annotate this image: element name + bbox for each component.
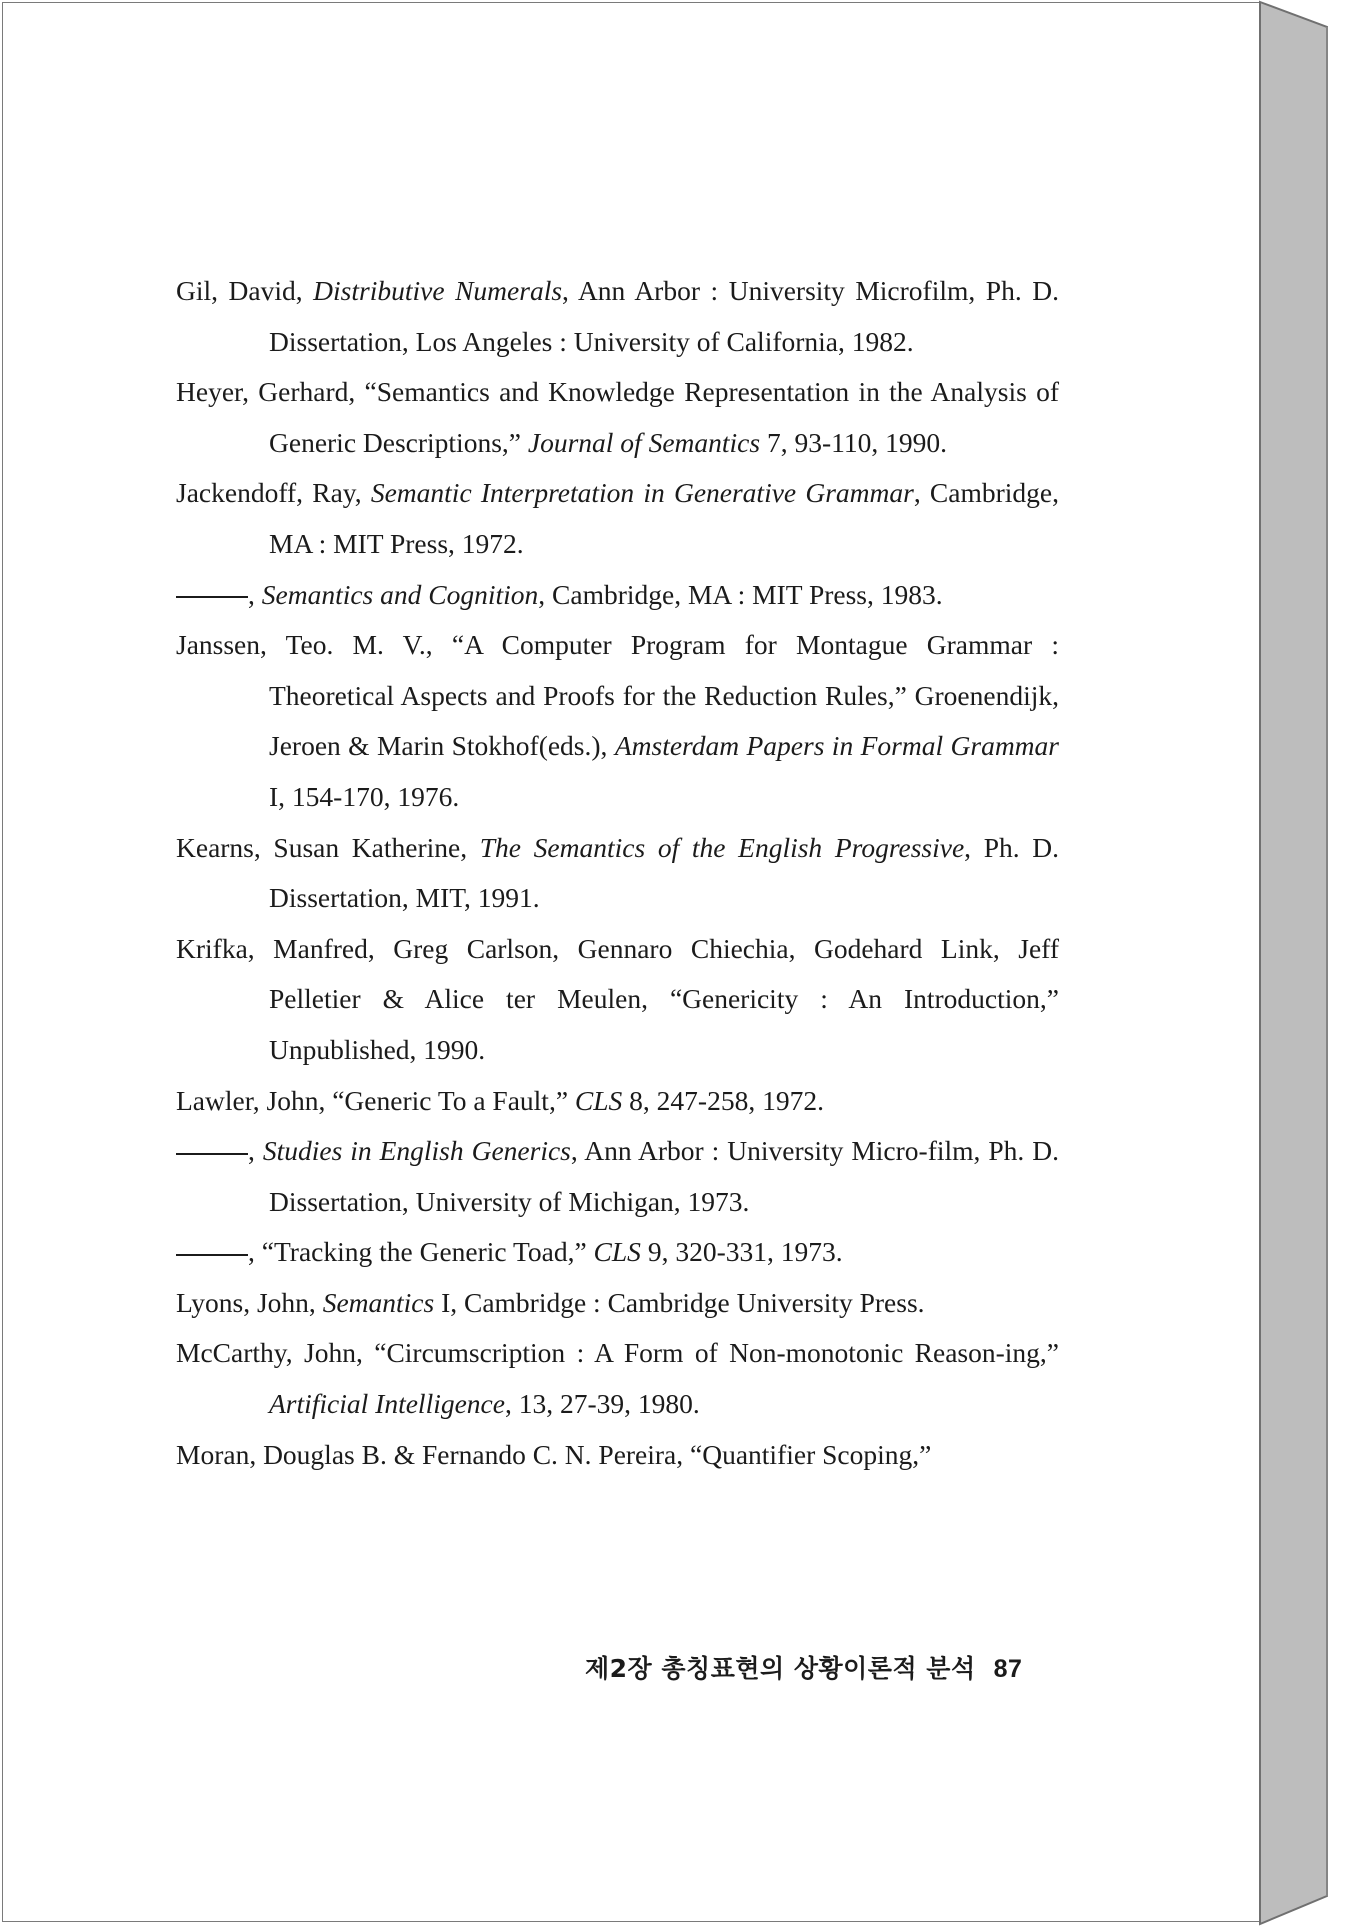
entry-author: Lyons, John, xyxy=(176,1286,323,1318)
entry-details: 9, 320-331, 1973. xyxy=(640,1236,843,1268)
entry-article-title: “Circumscription : A Form of Non-monotonic Reason-ing,” xyxy=(374,1337,1060,1369)
entry-details: “Genericity : An Introduction,” Unpublished, 1990. xyxy=(269,983,1059,1065)
entry-details: 7, 93-110, 1990. xyxy=(760,426,947,458)
entry-title: Journal of Semantics xyxy=(527,426,761,458)
reference-entry-krifka xyxy=(176,924,1059,1076)
references-list xyxy=(176,266,1059,1480)
entry-author: Gil, David, xyxy=(176,275,314,306)
entry-title: Semantics xyxy=(322,1286,435,1318)
entry-article-title: “Tracking the Generic Toad,” xyxy=(261,1236,594,1268)
reference-entry-lyons xyxy=(176,1278,1059,1329)
page-number: 87 xyxy=(993,1655,1023,1683)
reference-entry-gil xyxy=(176,266,1059,367)
entry-details: , Cambridge, MA : MIT Press, 1983. xyxy=(538,578,943,610)
entry-details: I, 154-170, 1976. xyxy=(269,780,460,812)
book-page xyxy=(2,2,1260,1922)
entry-author: Moran, Douglas B. & Fernando C. N. Pereira, xyxy=(176,1438,691,1470)
repeat-author-dash xyxy=(176,596,248,598)
reference-entry-lawler-3 xyxy=(176,1227,1059,1278)
entry-author: , xyxy=(248,1135,263,1167)
entry-author: Lawler, John, xyxy=(176,1084,333,1116)
reference-entry-lawler xyxy=(176,1076,1059,1127)
entry-author: Kearns, Susan Katherine, xyxy=(176,831,480,863)
entry-title: Studies in English Generics xyxy=(262,1135,571,1167)
reference-entry-jackendoff xyxy=(176,468,1059,569)
entry-article-title: “Generic To a Fault,” xyxy=(332,1084,575,1116)
entry-author: McCarthy, John, xyxy=(176,1337,375,1369)
entry-details: , Ann Arbor : University Microfilm, Ph. D. Dissertation, Los Angeles : University of California, 1982. xyxy=(269,275,1059,357)
entry-details: 8, 247-258, 1972. xyxy=(622,1084,824,1116)
entry-title: Semantic Interpretation in Generative Grammar xyxy=(370,477,914,509)
entry-details: , Ph. D. Dissertation, MIT, 1991. xyxy=(269,831,1060,914)
entry-title: Artificial Intelligence xyxy=(269,1388,505,1420)
page-footer xyxy=(585,1649,1022,1685)
entry-title: CLS xyxy=(574,1084,623,1116)
entry-author: , xyxy=(248,578,262,610)
entry-title: The Semantics of the English Progressive xyxy=(479,831,965,863)
entry-details: “Quantifier Scoping,” xyxy=(690,1438,932,1470)
reference-entry-lawler-2 xyxy=(176,1126,1059,1227)
entry-details: , Ann Arbor : University Micro-film, Ph. D. Dissertation, University of Michigan, 1973. xyxy=(269,1135,1059,1217)
reference-entry-jackendoff-2 xyxy=(176,570,1059,621)
entry-author: Heyer, Gerhard, xyxy=(176,376,365,408)
entry-details: , 13, 27-39, 1980. xyxy=(504,1388,700,1420)
entry-author: Jackendoff, Ray, xyxy=(176,477,371,509)
reference-entry-mccarthy xyxy=(176,1328,1059,1429)
entry-title: Semantics and Cognition xyxy=(261,578,539,610)
repeat-author-dash xyxy=(176,1254,248,1256)
repeat-author-dash xyxy=(176,1153,248,1155)
reference-entry-kearns xyxy=(176,823,1059,924)
entry-article-title: “A Computer Program for Montague Grammar : Theoretical Aspects and Proofs for the Reduction Rules,” Groenendijk, Jeroen & Marin Stokhof(eds.), xyxy=(269,629,1059,762)
entry-author: , xyxy=(248,1236,262,1268)
entry-author: Janssen, Teo. M. V., xyxy=(176,629,452,661)
entry-article-title: “Semantics and Knowledge Representation in the Analysis of Generic Descriptions,” xyxy=(269,376,1060,458)
entry-author: Krifka, Manfred, Greg Carlson, Gennaro Chiechia, Godehard Link, Jeff Pelletier & Alice ter Meulen, xyxy=(176,932,1059,1015)
entry-title: Amsterdam Papers in Formal Grammar xyxy=(614,730,1059,762)
entry-title: Distributive Numerals xyxy=(313,275,563,306)
entry-title: CLS xyxy=(593,1236,641,1268)
chapter-title: 제2장 총칭표현의 상황이론적 분석 xyxy=(585,1654,976,1683)
reference-entry-heyer xyxy=(176,367,1059,468)
entry-details: I, Cambridge : Cambridge University Press. xyxy=(434,1286,925,1318)
entry-details: , Cambridge, MA : MIT Press, 1972. xyxy=(269,477,1059,559)
reference-entry-moran xyxy=(176,1430,1059,1481)
reference-entry-janssen xyxy=(176,620,1059,822)
